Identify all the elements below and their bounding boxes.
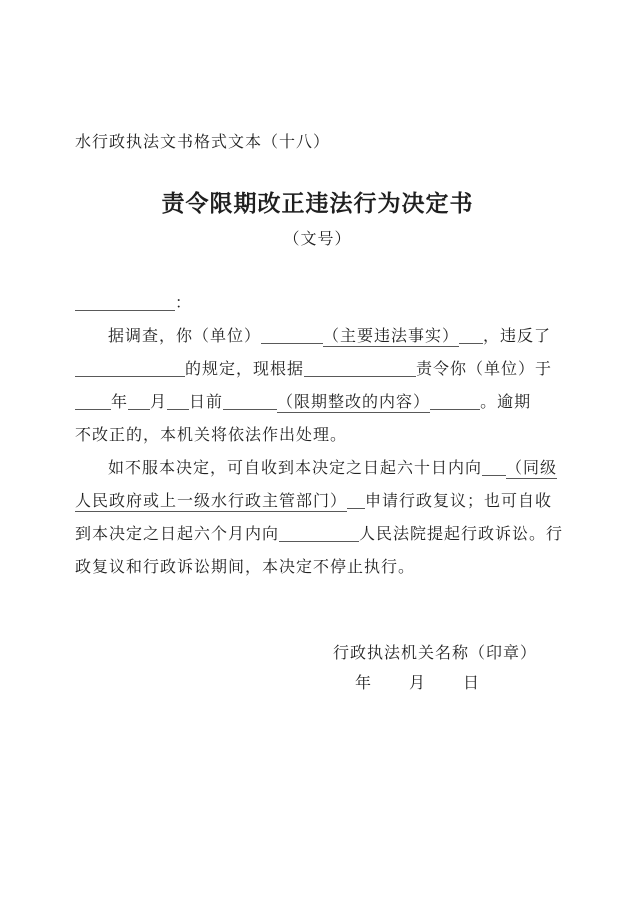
text-run: 。逾期 <box>480 394 532 411</box>
body-line <box>75 485 575 518</box>
text-run: 月 <box>150 394 168 411</box>
text-run: 不改正的，本机关将依法作出处理。 <box>75 427 348 444</box>
body-line <box>75 386 575 419</box>
blank-field <box>482 461 506 476</box>
body-line <box>75 320 575 353</box>
blank-field <box>459 329 483 344</box>
body-line <box>75 353 575 386</box>
text-run: 据调查，你（单位） <box>108 328 262 345</box>
blank-field <box>347 494 365 509</box>
text-run: 人民法院提起行政诉讼。行 <box>359 526 564 543</box>
signature-agency-line: 行政执法机关名称（印章） <box>333 645 538 662</box>
text-run: 年 <box>111 394 129 411</box>
blank-hint-text: （主要违法事实） <box>323 328 460 345</box>
text-run: 责令你（单位）于 <box>416 361 553 378</box>
blank-field <box>167 395 189 410</box>
body-line <box>75 287 575 320</box>
text-run: 申请行政复议；也可自收 <box>365 493 553 510</box>
text-run: ： <box>175 295 193 312</box>
text-run: 如不服本决定，可自收到本决定之日起六十日内向 <box>108 460 483 477</box>
text-run: 政复议和行政诉讼期间，本决定不停止执行。 <box>75 559 416 576</box>
document-format-note: 水行政执法文书格式文本（十八） <box>75 134 331 151</box>
blank-field <box>279 527 359 542</box>
text-run: 日前 <box>189 394 224 411</box>
blank-field <box>304 362 416 377</box>
body-line <box>75 452 575 485</box>
text-run: 的规定，现根据 <box>185 361 305 378</box>
blank-hint-text: （限期整改的内容） <box>277 394 431 411</box>
blank-field <box>223 395 277 410</box>
body-line <box>75 518 575 551</box>
blank-hint-text: 人民政府或上一级水行政主管部门） <box>75 493 348 510</box>
blank-field <box>75 296 175 311</box>
body-line <box>75 551 575 584</box>
document-body <box>75 287 575 584</box>
text-run: 到本决定之日起六个月内向 <box>75 526 280 543</box>
document-title: 责令限期改正违法行为决定书 <box>161 190 474 216</box>
body-line <box>75 419 575 452</box>
text-run: ，违反了 <box>483 328 552 345</box>
document-number-placeholder: （文号） <box>283 231 352 248</box>
blank-field <box>75 362 185 377</box>
blank-field <box>75 395 111 410</box>
blank-hint-text: （同级 <box>506 460 558 477</box>
blank-field <box>261 329 323 344</box>
blank-field <box>430 395 480 410</box>
blank-field <box>128 395 150 410</box>
signature-date-line: 年 月 日 <box>355 675 482 692</box>
